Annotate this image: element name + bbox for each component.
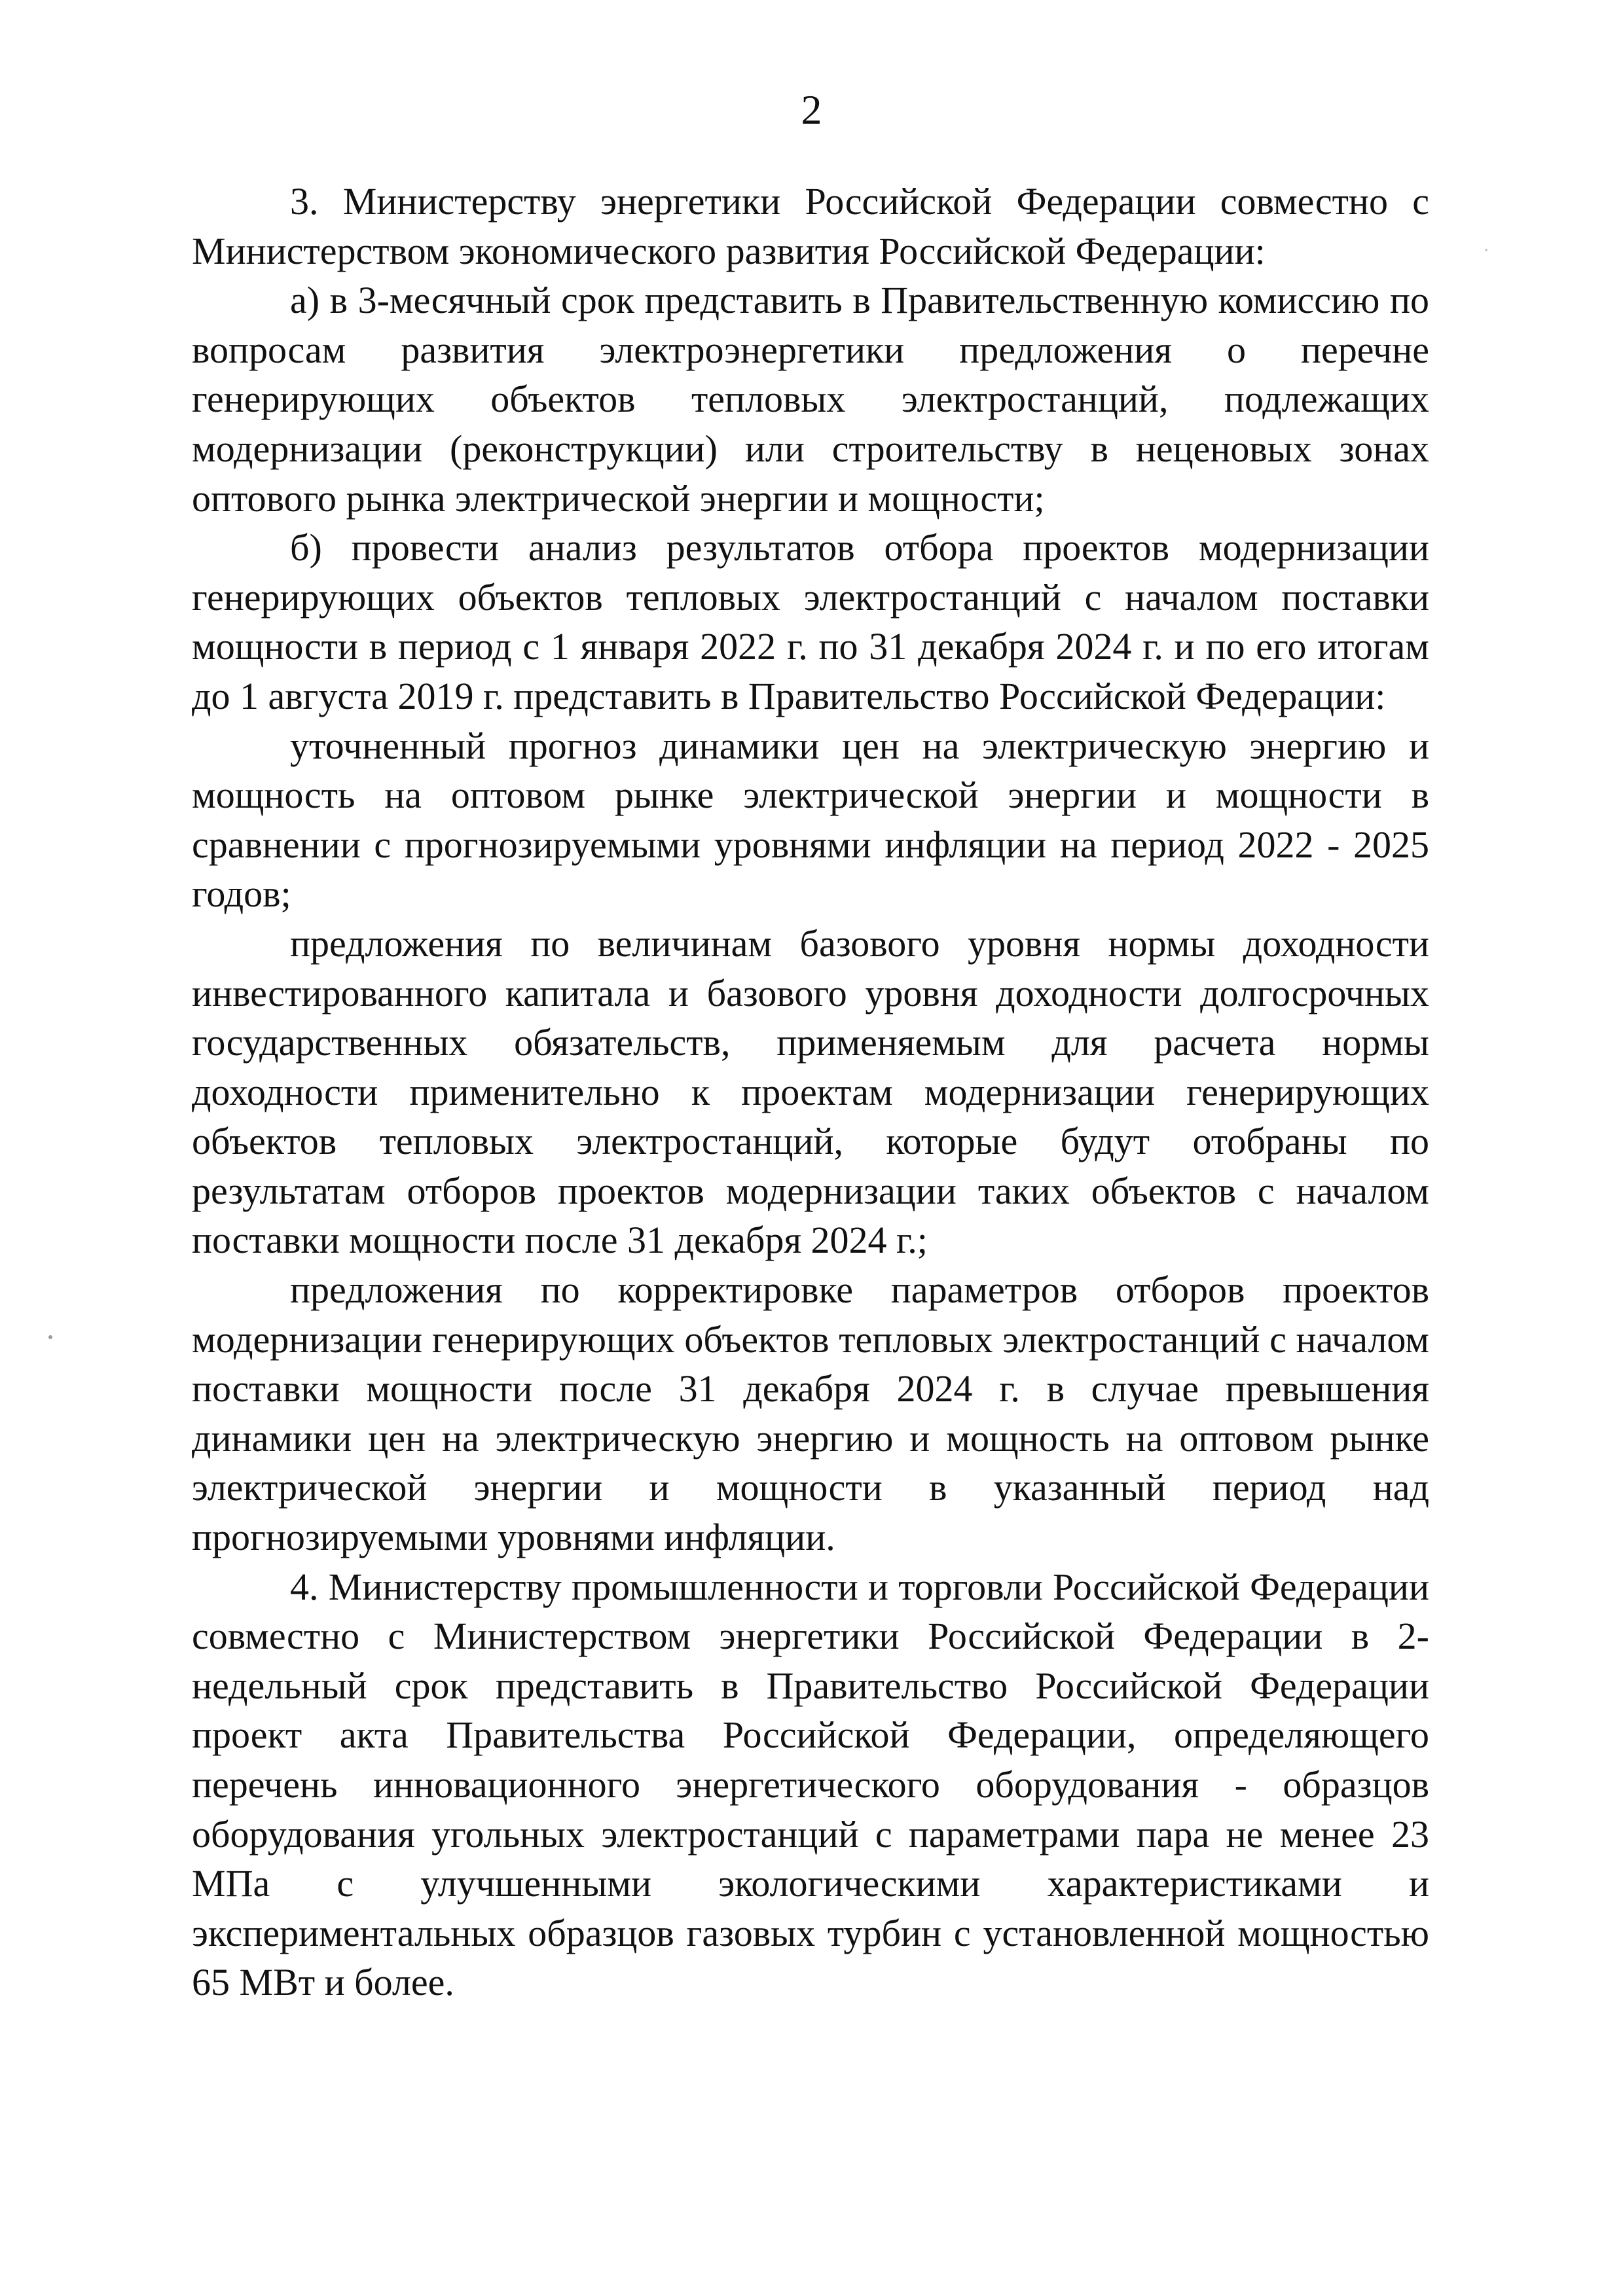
- page-number: 2: [801, 86, 822, 133]
- scan-speck: [1485, 249, 1487, 251]
- paragraph-price-forecast: уточненный прогноз динамики цен на электрическую энергию и мощность на оптовом рынке электрической энергии и мощности в сравнении с прогнозируемыми уровнями инфляции на период 2022 - 2025 годов;: [192, 724, 1429, 916]
- paragraph-item-3: 3. Министерству энергетики Российской Федерации совместно с Министерством экономического развития Российской Федерации:: [192, 180, 1429, 272]
- document-body: [192, 177, 1429, 2007]
- paragraph-subitem-b: б) провести анализ результатов отбора проектов модернизации генерирующих объектов тепловых электростанций с началом поставки мощности в период с 1 января 2022 г. по 31 декабря 2024 г. и по его итогам до 1 августа 2019 г. представить в Правительство Российской Федерации:: [192, 526, 1429, 717]
- paragraph-adjustment-proposals: предложения по корректировке параметров отборов проектов модернизации генерирующих объектов тепловых электростанций с началом поставки мощности после 31 декабря 2024 г. в случае превышения динамики цен на электрическую энергию и мощность на оптовом рынке электрической энергии и мощности в указанный период над прогнозируемыми уровнями инфляции.: [192, 1268, 1429, 1559]
- paragraph-yield-proposals: предложения по величинам базового уровня нормы доходности инвестированного капитала и базового уровня доходности долгосрочных государственных обязательств, применяемым для расчета нормы доходности применительно к проектам модернизации генерирующих объектов тепловых электростанций, которые будут отобраны по результатам отборов проектов модернизации таких объектов с началом поставки мощности после 31 декабря 2024 г.;: [192, 922, 1429, 1262]
- paragraph-subitem-a: а) в 3-месячный срок представить в Правительственную комиссию по вопросам развития электроэнергетики предложения о перечне генерирующих объектов тепловых электростанций, подлежащих модернизации (реконструкции) или строительству в неценовых зонах оптового рынка электрической энергии и мощности;: [192, 279, 1429, 520]
- paragraph-item-4: 4. Министерству промышленности и торговли Российской Федерации совместно с Министерством энергетики Российской Федерации в 2-недельный срок представить в Правительство Российской Федерации проект акта Правительства Российской Федерации, определяющего перечень инновационного энергетического оборудования - образцов оборудования угольных электростанций с параметрами пара не менее 23 МПа с улучшенными экологическими характеристиками и экспериментальных образцов газовых турбин с установленной мощностью 65 МВт и более.: [192, 1565, 1429, 2004]
- scan-speck: [48, 1335, 52, 1339]
